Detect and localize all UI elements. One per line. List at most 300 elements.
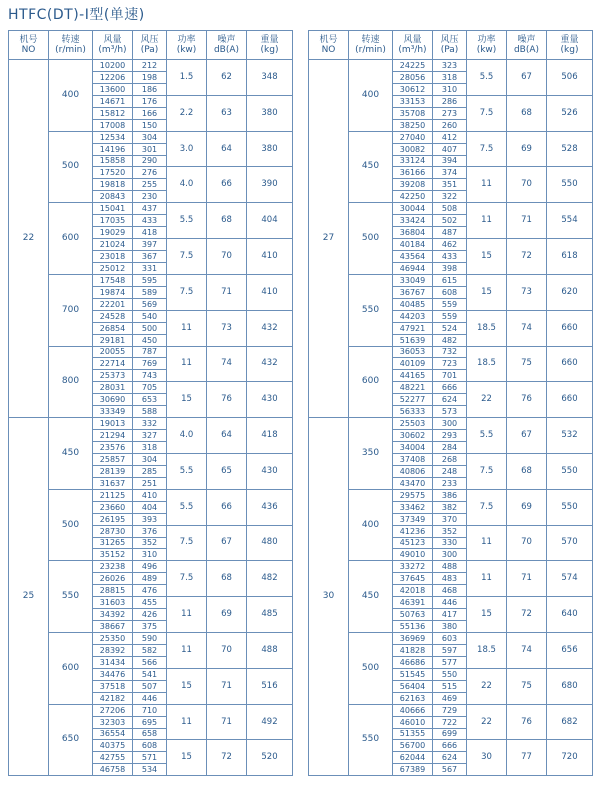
pressure-cell: 318 — [433, 71, 467, 83]
speed-cell: 550 — [49, 561, 93, 633]
pressure-cell: 666 — [433, 740, 467, 752]
airflow-cell: 44203 — [393, 310, 433, 322]
power-cell: 15 — [167, 740, 207, 776]
speed-cell: 800 — [49, 346, 93, 418]
airflow-cell: 12206 — [93, 71, 133, 83]
power-cell: 11 — [167, 597, 207, 633]
weight-cell: 516 — [247, 668, 293, 704]
airflow-cell: 31603 — [93, 597, 133, 609]
noise-cell: 67 — [507, 418, 547, 454]
pressure-cell: 386 — [433, 489, 467, 501]
airflow-cell: 23660 — [93, 501, 133, 513]
pressure-cell: 331 — [133, 262, 167, 274]
airflow-cell: 33349 — [93, 406, 133, 418]
airflow-cell: 42018 — [393, 585, 433, 597]
power-cell: 15 — [467, 274, 507, 310]
airflow-cell: 40485 — [393, 298, 433, 310]
pressure-cell: 352 — [433, 525, 467, 537]
pressure-cell: 290 — [133, 155, 167, 167]
weight-cell: 528 — [547, 131, 593, 167]
weight-cell: 550 — [547, 453, 593, 489]
airflow-cell: 36804 — [393, 227, 433, 239]
noise-cell: 74 — [507, 310, 547, 346]
weight-cell: 404 — [247, 203, 293, 239]
weight-cell: 682 — [547, 704, 593, 740]
noise-cell: 71 — [207, 668, 247, 704]
airflow-cell: 26854 — [93, 322, 133, 334]
weight-cell: 640 — [547, 597, 593, 633]
pressure-cell: 468 — [433, 585, 467, 597]
weight-cell: 660 — [547, 346, 593, 382]
pressure-cell: 352 — [133, 537, 167, 549]
airflow-cell: 23238 — [93, 561, 133, 573]
pressure-cell: 426 — [133, 609, 167, 621]
power-cell: 7.5 — [167, 561, 207, 597]
pressure-cell: 695 — [133, 716, 167, 728]
pressure-cell: 382 — [433, 501, 467, 513]
power-cell: 7.5 — [167, 274, 207, 310]
pressure-cell: 482 — [433, 334, 467, 346]
noise-cell: 69 — [207, 597, 247, 633]
pressure-cell: 230 — [133, 191, 167, 203]
noise-cell: 71 — [507, 203, 547, 239]
airflow-cell: 56404 — [393, 680, 433, 692]
airflow-cell: 14196 — [93, 143, 133, 155]
airflow-cell: 26195 — [93, 513, 133, 525]
pressure-cell: 566 — [133, 656, 167, 668]
pressure-cell: 483 — [433, 573, 467, 585]
table-row — [309, 203, 593, 215]
airflow-cell: 34476 — [93, 668, 133, 680]
header-no: 机号 NO — [9, 31, 49, 60]
power-cell: 11 — [467, 561, 507, 597]
airflow-cell: 39208 — [393, 179, 433, 191]
table-row — [9, 60, 293, 72]
pressure-cell: 273 — [433, 107, 467, 119]
airflow-cell: 46944 — [393, 262, 433, 274]
spec-table-left — [8, 30, 293, 776]
header-noise: 噪声 dB(A) — [207, 31, 247, 60]
airflow-cell: 23018 — [93, 251, 133, 263]
airflow-cell: 28392 — [93, 644, 133, 656]
weight-cell: 348 — [247, 60, 293, 96]
airflow-cell: 21294 — [93, 430, 133, 442]
pressure-cell: 268 — [433, 453, 467, 465]
speed-cell: 500 — [49, 489, 93, 561]
noise-cell: 72 — [207, 740, 247, 776]
pressure-cell: 310 — [433, 83, 467, 95]
pressure-cell: 524 — [433, 322, 467, 334]
pressure-cell: 351 — [433, 179, 467, 191]
pressure-cell: 397 — [133, 239, 167, 251]
pressure-cell: 500 — [133, 322, 167, 334]
pressure-cell: 571 — [133, 752, 167, 764]
weight-cell: 480 — [247, 525, 293, 561]
power-cell: 2.2 — [167, 95, 207, 131]
noise-cell: 69 — [507, 131, 547, 167]
airflow-cell: 33153 — [393, 95, 433, 107]
table-row — [309, 274, 593, 286]
airflow-cell: 48221 — [393, 382, 433, 394]
weight-cell: 380 — [247, 131, 293, 167]
pressure-cell: 380 — [433, 621, 467, 633]
pressure-cell: 502 — [433, 215, 467, 227]
pressure-cell: 582 — [133, 644, 167, 656]
spec-table-right — [308, 30, 593, 776]
weight-cell: 550 — [547, 167, 593, 203]
pressure-cell: 515 — [433, 680, 467, 692]
noise-cell: 72 — [507, 597, 547, 633]
airflow-cell: 36554 — [93, 728, 133, 740]
airflow-cell: 46010 — [393, 716, 433, 728]
pressure-cell: 559 — [433, 310, 467, 322]
airflow-cell: 67389 — [393, 764, 433, 776]
pressure-cell: 595 — [133, 274, 167, 286]
header-rpm: 转速 (r/min) — [49, 31, 93, 60]
power-cell: 11 — [167, 633, 207, 669]
pressure-cell: 710 — [133, 704, 167, 716]
airflow-cell: 31265 — [93, 537, 133, 549]
power-cell: 7.5 — [467, 95, 507, 131]
table-row — [9, 274, 293, 286]
power-cell: 22 — [467, 668, 507, 704]
airflow-cell: 24528 — [93, 310, 133, 322]
weight-cell: 720 — [547, 740, 593, 776]
pressure-cell: 608 — [433, 286, 467, 298]
airflow-cell: 50763 — [393, 609, 433, 621]
pressure-cell: 293 — [433, 430, 467, 442]
table-row — [9, 346, 293, 358]
airflow-cell: 19874 — [93, 286, 133, 298]
pressure-cell: 624 — [433, 394, 467, 406]
pressure-cell: 212 — [133, 60, 167, 72]
airflow-cell: 33462 — [393, 501, 433, 513]
table-body-left — [9, 60, 293, 776]
table-body-right — [309, 60, 593, 776]
pressure-cell: 300 — [433, 418, 467, 430]
header-weight: 重量 (kg) — [547, 31, 593, 60]
speed-cell: 600 — [349, 346, 393, 418]
pressure-cell: 404 — [133, 501, 167, 513]
pressure-cell: 462 — [433, 239, 467, 251]
airflow-cell: 25857 — [93, 453, 133, 465]
speed-cell: 700 — [49, 274, 93, 346]
pressure-cell: 233 — [433, 477, 467, 489]
noise-cell: 69 — [507, 489, 547, 525]
airflow-cell: 29575 — [393, 489, 433, 501]
pressure-cell: 300 — [433, 549, 467, 561]
power-cell: 30 — [467, 740, 507, 776]
airflow-cell: 46686 — [393, 656, 433, 668]
airflow-cell: 10200 — [93, 60, 133, 72]
weight-cell: 520 — [247, 740, 293, 776]
pressure-cell: 569 — [133, 298, 167, 310]
weight-cell: 488 — [247, 633, 293, 669]
header-power: 功率 (kw) — [467, 31, 507, 60]
speed-cell: 550 — [349, 274, 393, 346]
pressure-cell: 729 — [433, 704, 467, 716]
pressure-cell: 323 — [433, 60, 467, 72]
pressure-cell: 276 — [133, 167, 167, 179]
speed-cell: 350 — [349, 418, 393, 490]
pressure-cell: 567 — [433, 764, 467, 776]
airflow-cell: 37645 — [393, 573, 433, 585]
airflow-cell: 24225 — [393, 60, 433, 72]
airflow-cell: 56333 — [393, 406, 433, 418]
header-no: 机号 NO — [309, 31, 349, 60]
table-row — [309, 346, 593, 358]
pressure-cell: 653 — [133, 394, 167, 406]
airflow-cell: 37408 — [393, 453, 433, 465]
noise-cell: 74 — [207, 346, 247, 382]
header-pressure: 风压 (Pa) — [433, 31, 467, 60]
airflow-cell: 55136 — [393, 621, 433, 633]
noise-cell: 71 — [507, 561, 547, 597]
airflow-cell: 22201 — [93, 298, 133, 310]
airflow-cell: 62044 — [393, 752, 433, 764]
speed-cell: 550 — [349, 704, 393, 776]
noise-cell: 75 — [507, 668, 547, 704]
pressure-cell: 507 — [133, 680, 167, 692]
pressure-cell: 469 — [433, 692, 467, 704]
power-cell: 11 — [467, 203, 507, 239]
noise-cell: 76 — [207, 382, 247, 418]
noise-cell: 68 — [207, 561, 247, 597]
table-row — [9, 561, 293, 573]
airflow-cell: 33424 — [393, 215, 433, 227]
pressure-cell: 330 — [433, 537, 467, 549]
header-power: 功率 (kw) — [167, 31, 207, 60]
airflow-cell: 23576 — [93, 442, 133, 454]
header-weight: 重量 (kg) — [247, 31, 293, 60]
airflow-cell: 33272 — [393, 561, 433, 573]
pressure-cell: 284 — [433, 442, 467, 454]
airflow-cell: 38250 — [393, 119, 433, 131]
airflow-cell: 26026 — [93, 573, 133, 585]
pressure-cell: 260 — [433, 119, 467, 131]
header-airflow: 风量 (m³/h) — [93, 31, 133, 60]
pressure-cell: 446 — [433, 597, 467, 609]
airflow-cell: 40666 — [393, 704, 433, 716]
noise-cell: 77 — [507, 740, 547, 776]
airflow-cell: 37349 — [393, 513, 433, 525]
airflow-cell: 42755 — [93, 752, 133, 764]
airflow-cell: 52277 — [393, 394, 433, 406]
pressure-cell: 374 — [433, 167, 467, 179]
power-cell: 11 — [467, 167, 507, 203]
power-cell: 11 — [167, 346, 207, 382]
pressure-cell: 615 — [433, 274, 467, 286]
airflow-cell: 25373 — [93, 370, 133, 382]
weight-cell: 380 — [247, 95, 293, 131]
pressure-cell: 732 — [433, 346, 467, 358]
table-row — [9, 203, 293, 215]
airflow-cell: 37518 — [93, 680, 133, 692]
pressure-cell: 286 — [433, 95, 467, 107]
weight-cell: 620 — [547, 274, 593, 310]
airflow-cell: 38667 — [93, 621, 133, 633]
pressure-cell: 603 — [433, 633, 467, 645]
speed-cell: 400 — [349, 489, 393, 561]
power-cell: 7.5 — [467, 131, 507, 167]
airflow-cell: 19029 — [93, 227, 133, 239]
power-cell: 1.5 — [167, 60, 207, 96]
pressure-cell: 455 — [133, 597, 167, 609]
weight-cell: 506 — [547, 60, 593, 96]
airflow-cell: 28139 — [93, 465, 133, 477]
airflow-cell: 13600 — [93, 83, 133, 95]
table-row — [9, 704, 293, 716]
airflow-cell: 42250 — [393, 191, 433, 203]
pressure-cell: 508 — [433, 203, 467, 215]
weight-cell: 526 — [547, 95, 593, 131]
power-cell: 4.0 — [167, 418, 207, 454]
pressure-cell: 304 — [133, 131, 167, 143]
page-title: HTFC(DT)-Ⅰ型(单速) — [8, 7, 145, 23]
airflow-cell: 30082 — [393, 143, 433, 155]
weight-cell: 574 — [547, 561, 593, 597]
power-cell: 5.5 — [167, 203, 207, 239]
airflow-cell: 46391 — [393, 597, 433, 609]
airflow-cell: 41236 — [393, 525, 433, 537]
pressure-cell: 407 — [433, 143, 467, 155]
pressure-cell: 624 — [433, 752, 467, 764]
pressure-cell: 412 — [433, 131, 467, 143]
speed-cell: 500 — [49, 131, 93, 203]
pressure-cell: 658 — [133, 728, 167, 740]
power-cell: 5.5 — [467, 418, 507, 454]
pressure-cell: 699 — [433, 728, 467, 740]
power-cell: 11 — [467, 525, 507, 561]
airflow-cell: 17548 — [93, 274, 133, 286]
noise-cell: 70 — [207, 633, 247, 669]
table-row — [9, 418, 293, 430]
airflow-cell: 29181 — [93, 334, 133, 346]
airflow-cell: 25503 — [393, 418, 433, 430]
pressure-cell: 150 — [133, 119, 167, 131]
pressure-cell: 534 — [133, 764, 167, 776]
airflow-cell: 44165 — [393, 370, 433, 382]
airflow-cell: 40109 — [393, 358, 433, 370]
airflow-cell: 17520 — [93, 167, 133, 179]
weight-cell: 432 — [247, 310, 293, 346]
airflow-cell: 42182 — [93, 692, 133, 704]
pressure-cell: 376 — [133, 525, 167, 537]
noise-cell: 66 — [207, 167, 247, 203]
noise-cell: 73 — [507, 274, 547, 310]
airflow-cell: 27040 — [393, 131, 433, 143]
airflow-cell: 25012 — [93, 262, 133, 274]
weight-cell: 618 — [547, 239, 593, 275]
airflow-cell: 27206 — [93, 704, 133, 716]
power-cell: 7.5 — [167, 239, 207, 275]
airflow-cell: 41828 — [393, 644, 433, 656]
pressure-cell: 769 — [133, 358, 167, 370]
table-row — [309, 704, 593, 716]
table-row — [309, 131, 593, 143]
weight-cell: 482 — [247, 561, 293, 597]
pressure-cell: 577 — [433, 656, 467, 668]
pressure-cell: 446 — [133, 692, 167, 704]
airflow-cell: 15858 — [93, 155, 133, 167]
pressure-cell: 540 — [133, 310, 167, 322]
power-cell: 18.5 — [467, 633, 507, 669]
airflow-cell: 25350 — [93, 633, 133, 645]
weight-cell: 656 — [547, 633, 593, 669]
power-cell: 3.0 — [167, 131, 207, 167]
airflow-cell: 19818 — [93, 179, 133, 191]
weight-cell: 492 — [247, 704, 293, 740]
header-airflow: 风量 (m³/h) — [393, 31, 433, 60]
noise-cell: 64 — [207, 418, 247, 454]
airflow-cell: 14671 — [93, 95, 133, 107]
speed-cell: 450 — [49, 418, 93, 490]
table-row — [309, 633, 593, 645]
airflow-cell: 12534 — [93, 131, 133, 143]
power-cell: 5.5 — [467, 60, 507, 96]
pressure-cell: 327 — [133, 430, 167, 442]
noise-cell: 68 — [507, 453, 547, 489]
noise-cell: 71 — [207, 274, 247, 310]
pressure-cell: 433 — [433, 251, 467, 263]
pressure-cell: 743 — [133, 370, 167, 382]
power-cell: 15 — [467, 239, 507, 275]
airflow-cell: 28031 — [93, 382, 133, 394]
pressure-cell: 186 — [133, 83, 167, 95]
noise-cell: 66 — [207, 489, 247, 525]
pressure-cell: 310 — [133, 549, 167, 561]
pressure-cell: 489 — [133, 573, 167, 585]
noise-cell: 65 — [207, 453, 247, 489]
airflow-cell: 47921 — [393, 322, 433, 334]
pressure-cell: 251 — [133, 477, 167, 489]
pressure-cell: 410 — [133, 489, 167, 501]
noise-cell: 71 — [207, 704, 247, 740]
airflow-cell: 28056 — [393, 71, 433, 83]
airflow-cell: 51639 — [393, 334, 433, 346]
speed-cell: 400 — [49, 60, 93, 132]
pressure-cell: 541 — [133, 668, 167, 680]
weight-cell: 436 — [247, 489, 293, 525]
pressure-cell: 367 — [133, 251, 167, 263]
weight-cell: 430 — [247, 382, 293, 418]
noise-cell: 70 — [507, 525, 547, 561]
noise-cell: 73 — [207, 310, 247, 346]
airflow-cell: 20055 — [93, 346, 133, 358]
noise-cell: 76 — [507, 382, 547, 418]
airflow-cell: 30044 — [393, 203, 433, 215]
noise-cell: 76 — [507, 704, 547, 740]
power-cell: 7.5 — [167, 525, 207, 561]
pressure-cell: 722 — [433, 716, 467, 728]
airflow-cell: 28815 — [93, 585, 133, 597]
pressure-cell: 418 — [133, 227, 167, 239]
weight-cell: 660 — [547, 310, 593, 346]
airflow-cell: 36166 — [393, 167, 433, 179]
weight-cell: 410 — [247, 239, 293, 275]
pressure-cell: 666 — [433, 382, 467, 394]
pressure-cell: 608 — [133, 740, 167, 752]
pressure-cell: 166 — [133, 107, 167, 119]
airflow-cell: 30612 — [393, 83, 433, 95]
noise-cell: 68 — [507, 95, 547, 131]
noise-cell: 68 — [207, 203, 247, 239]
power-cell: 18.5 — [467, 346, 507, 382]
pressure-cell: 255 — [133, 179, 167, 191]
power-cell: 11 — [167, 704, 207, 740]
header-noise: 噪声 dB(A) — [507, 31, 547, 60]
power-cell: 15 — [467, 597, 507, 633]
